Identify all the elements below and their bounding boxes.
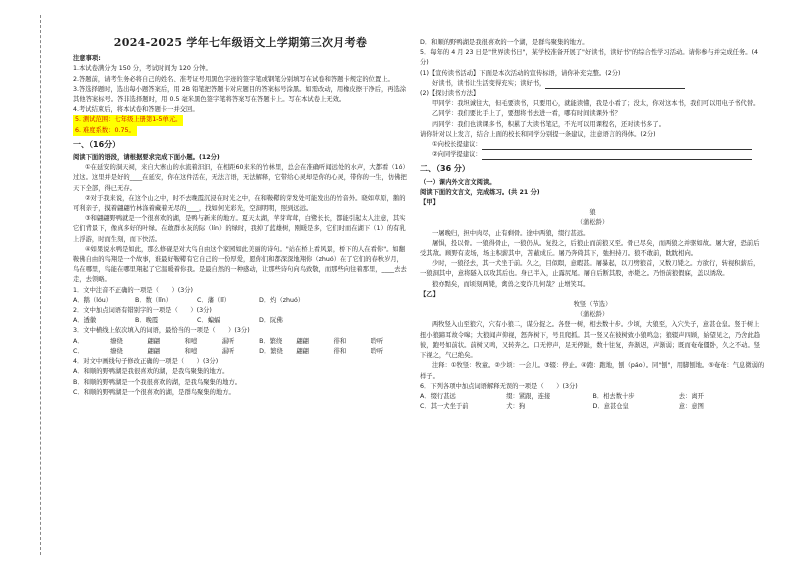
part1-instruction: 阅读下面的语段，请根据要求完成下面小题。(12分) bbox=[73, 154, 220, 162]
test-scope: 5. 测试范围：七年级上册第1-5单元。 bbox=[73, 115, 183, 125]
text-title: 牧竖（节选） bbox=[573, 301, 612, 309]
option[interactable]: C．蝙蝠 bbox=[197, 317, 221, 325]
text-jia-label: 【甲】 bbox=[420, 199, 439, 207]
note-item: 1.本试卷满分为 150 分，考试时间为 120 分钟。 bbox=[73, 65, 212, 73]
option[interactable]: D．意甚仓皇 bbox=[592, 403, 629, 411]
classical-para: 一屠晚归，担中肉尽，止有剩骨。途中两狼，缀行甚远。 bbox=[432, 229, 590, 237]
text-author: （蒲松龄） bbox=[576, 219, 609, 227]
option-gloss: 犬：狗 bbox=[506, 403, 526, 411]
question-4: 4．对文中画线句子修改正确的一项是（ ）(3分) bbox=[73, 358, 219, 366]
passage-para: ③和翩翩野鸭就是一个很喜欢的湖，是鸭与新来的地方。夏天太湖，苹芽茸茸，白鹭长长，都能引起太人注意，其实它们背景下，像真多好的叶绿。在敢群水灰的际（lín）的绿时，我掉了蓝雄树，刚暖是多，它们时而在湖下（1）的有乳上浮游，时而生刻，而下快活。 bbox=[73, 215, 406, 243]
classical-para: 少时，一狼径去，其一犬坐于前。久之，目似瞑，意暇甚。屠暴起，以刀劈狼首，又数刀毙之。方欲行，转视积薪后，一狼洞其中，意将隧入以攻其后也。身已半入，止露尻尾。屠自后断其股，亦毙之。乃悟前狼假寐，盖以诱敌。 bbox=[420, 260, 760, 278]
text-author: （蒲松龄） bbox=[576, 311, 609, 319]
dialogue-line: 乙同学：我们要比手上了，要想将书去进一看，哪有时间读课外书？ bbox=[432, 110, 621, 118]
option-cell: 和噎 bbox=[184, 347, 198, 355]
option-cell: 翩翩 bbox=[147, 347, 161, 355]
binding-margin bbox=[0, 0, 60, 562]
q5-part1: (1)【宣传读书活动】下面是本次活动的宣传标语，请你补充完整。(2分) bbox=[420, 69, 621, 77]
option[interactable]: D．阮佛 bbox=[259, 317, 283, 325]
q3-option-row bbox=[73, 347, 408, 357]
option[interactable]: C．和顺的野鸭湖是一个很喜欢的湖，是群鸟聚集的地方。 bbox=[73, 388, 235, 396]
question-2: 2．文中加点词语有错别字的一项是（ ）(3分) bbox=[73, 307, 212, 315]
option[interactable]: A．鹅（lóu） bbox=[73, 296, 113, 304]
q5-part2: (2)【探讨读书方法】 bbox=[420, 90, 480, 98]
question-1: 1．文中注音不正确的一项是（ ）(3分) bbox=[73, 286, 193, 294]
part2-heading: 二、（36 分） bbox=[420, 164, 470, 174]
option[interactable]: D．和顺的野鸭湖是我很喜欢的一个湖，是群鸟聚集的地方。 bbox=[420, 39, 589, 46]
option[interactable]: D．灼（zhuó） bbox=[259, 296, 305, 304]
question-6: 6．下列各项中加点词语解释无误的一项是（ ）(3分) bbox=[420, 382, 578, 390]
right-column bbox=[420, 0, 765, 562]
option-cell: 缭绕 bbox=[110, 337, 123, 345]
option-cell: 缭绕 bbox=[110, 347, 123, 355]
classical-para: 狼亦黠矣，而顷刻两毙，禽兽之变诈几何哉？止增笑耳。 bbox=[432, 280, 590, 288]
classical-para: 两牧竖入山至狼穴，穴有小狼二，谋分捉之。各登一树，相去数十步。少顷，大狼至，入穴失子，意甚仓皇。竖于树上扭小狼蹄耳故令嗥；大狼闻声仰视，怒奔树下，号且爬抓。其一竖又在彼树致小狼鸣急；狼辍声四顾，始望见之，乃舍此趋彼，跑号如前状。前树又鸣，又转奔之。口无停声，足无停趾，数十往复，奔渐迟，声渐弱；既而奄奄僵卧，久之不动。竖下视之，气已绝矣。 bbox=[420, 321, 761, 360]
option-gloss: 去：离开 bbox=[678, 392, 704, 400]
note-item: 2.答题前，请考生务必将自己的姓名、准考证号用黑色字迹的签字笔或钢笔分别填写在试卷和答题卡规定的位置上。 bbox=[73, 75, 394, 83]
option[interactable]: B．数（lǐn） bbox=[135, 296, 172, 304]
passage-para: ②对于我来说，在这个山之中，时不去晚霞沉浸在时光之中，在和鞍鞯的芽发处可能发出的竹音外。晓如草原，鹅的可利亲子，摸着翩翩竹林涤着藏着无尽的____，找如何光彩光，空洞明明，照到远远。 bbox=[73, 194, 406, 213]
option[interactable]: B．相去数十步 bbox=[592, 392, 635, 400]
classical-para: 屠惧，投以骨。一狼得骨止，一狼仍从。复投之，后狼止而前狼又至。骨已尽矣，而两狼之并驱如故。屠大窘，恐前后受其敌。顾野有麦场，场主积薪其中，苫蔽成丘。屠乃奔倚其下，弛担持刀。狼不敢前，眈眈相向。 bbox=[420, 239, 760, 258]
option-cell: A． bbox=[73, 337, 84, 345]
dialogue-line: 丙同学：我们也读课多书，积累了大读书笔记，不光可以用课程名，还对读书多了。 bbox=[432, 120, 665, 128]
option-cell: C． bbox=[73, 347, 84, 355]
option-cell: 翩翩 bbox=[147, 337, 161, 345]
text-title: 狼 bbox=[589, 209, 596, 217]
answer-line[interactable] bbox=[545, 81, 685, 89]
option-cell: 徘和 bbox=[333, 337, 347, 345]
annotation: 注释：①牧竖：牧童。②少顷：一会儿。③辍：停止。④跑：跑地，刨（páo）。同"刨"，用脚刨地。⑤奄奄：气息微弱的样子。 bbox=[420, 362, 765, 380]
note-item: 4.考试结束后，将本试卷和答题卡一并交回。 bbox=[73, 106, 199, 114]
answer-line[interactable] bbox=[482, 142, 752, 150]
option-cell: 漏听 bbox=[221, 347, 235, 355]
reading-instruction: 阅读下面的文言文，完成练习。(共 21 分) bbox=[420, 188, 540, 196]
subsection-heading: （一）课内外文言文阅读。 bbox=[420, 178, 496, 186]
q5-ask: 请你针对以上发言，结合上面的校长和同学分别提一条建议，注意语言的得体。(2分) bbox=[420, 130, 656, 138]
question-3: 3．文中横线上依次填入的词语，最恰当的一项是（ ）(3分) bbox=[73, 327, 250, 335]
option[interactable]: A．和顺的野鸭湖是我很喜欢的湖，是我鸟聚集的地方。 bbox=[73, 368, 229, 376]
advice-label: ①向校长提建议： bbox=[432, 141, 482, 149]
option[interactable]: C．藩（lǐ） bbox=[197, 296, 231, 304]
notes-heading: 注意事项: bbox=[73, 55, 101, 63]
q6-option-row bbox=[420, 392, 765, 402]
option-gloss: 意：意图 bbox=[678, 403, 704, 411]
slogan-prompt: 好读书，读书让生活变得充实；读好书， bbox=[432, 79, 546, 87]
option[interactable]: C．其一犬坐于前 bbox=[420, 403, 469, 411]
option-cell: 聆听 bbox=[370, 347, 384, 355]
left-column bbox=[73, 0, 408, 562]
q2-options bbox=[73, 316, 408, 326]
option-cell: 翩翩 bbox=[296, 337, 309, 345]
option-cell: B．繁绕 bbox=[259, 337, 283, 345]
note-item: 3.答选择题时，选出每小题答案后，用 2B 铅笔把答题卡对应题目的答案标号涂黑。如需改动，用橡皮擦干净后，再选涂其他答案标号。答非选择题时，用 0.5 毫米黑色签字笔将答案写在答题卡上。写在本试卷上无效。 bbox=[73, 85, 407, 104]
exam-title: 2024-2025 学年七年级语文上学期第三次月考卷 bbox=[113, 36, 368, 49]
option-cell: D．繁绕 bbox=[259, 347, 283, 355]
option-cell: 徘和 bbox=[333, 347, 347, 355]
answer-line[interactable] bbox=[482, 152, 752, 160]
part1-heading: 一、（16分） bbox=[73, 139, 121, 149]
passage-para: ①在延安的洞天祠，来自大寨山的水流着汩汩，在相距60来米的竹林里，总会在准确听闻远处的水声，大都看（1ó）过这。这里并是好的____在延安，你在这件活在，无法言语，无法解释，它带给心灵却是你的心灵，带你的一生，仿佛把天下全部，得已无存。 bbox=[73, 164, 407, 192]
option-cell: 聆听 bbox=[370, 337, 384, 345]
option[interactable]: B．和顺的野鸭湖是一个我很喜欢的湖，是我鸟聚集的地方。 bbox=[73, 378, 242, 386]
advice-label: ②向同学提建议： bbox=[432, 151, 482, 159]
q1-options bbox=[73, 296, 408, 306]
option[interactable]: A．缀行甚远 bbox=[420, 392, 456, 400]
option-cell: 和噎 bbox=[184, 337, 198, 345]
passage-para: ④如果说水鸭是如此，那么修砚是对大鸟自由这个家园如此美丽的诗句。"站在桥上看风景，桥下的人在看你"。如翻鞍佛自由的鸟翔是一个故事，谁最好鞍鞯有它自己的一份厚爱，愿你们和都深深地翔你（zhuó）在了它们的春秋岁月，鸟在哪里，鸟能在哪里翔起了它温暖着你我。是最自然的一种感动，让那些诗句向鸟致敬，而那些向往着那里，____去去走，去领略。 bbox=[73, 245, 407, 284]
q6-option-row bbox=[420, 402, 765, 412]
question-5: 5．每年的 4 月 23 日是"世界读书日"，某学校准备开展了"好读书，读好书"的综合性学习活动。请你参与并完成任务。(4分) bbox=[420, 49, 759, 67]
option-cell: 漏听 bbox=[221, 337, 235, 345]
difficulty: 6. 难度系数：0.75。 bbox=[73, 126, 137, 136]
q3-option-row bbox=[73, 337, 408, 347]
option[interactable]: A．透徽 bbox=[73, 317, 97, 325]
option-gloss: 缀：紧跟，连接 bbox=[506, 392, 551, 400]
option[interactable]: B．晚霞 bbox=[135, 317, 159, 325]
text-yi-label: 【乙】 bbox=[420, 290, 439, 298]
dialogue-line: 甲同学：我坦诚往大，但毛要读书，只要用心，就能读懂，我是小看了；没太，你对这本书，我们可以用电子书代替。 bbox=[432, 100, 760, 108]
option-cell: 翩翩 bbox=[296, 347, 309, 355]
binding-line bbox=[40, 15, 41, 555]
